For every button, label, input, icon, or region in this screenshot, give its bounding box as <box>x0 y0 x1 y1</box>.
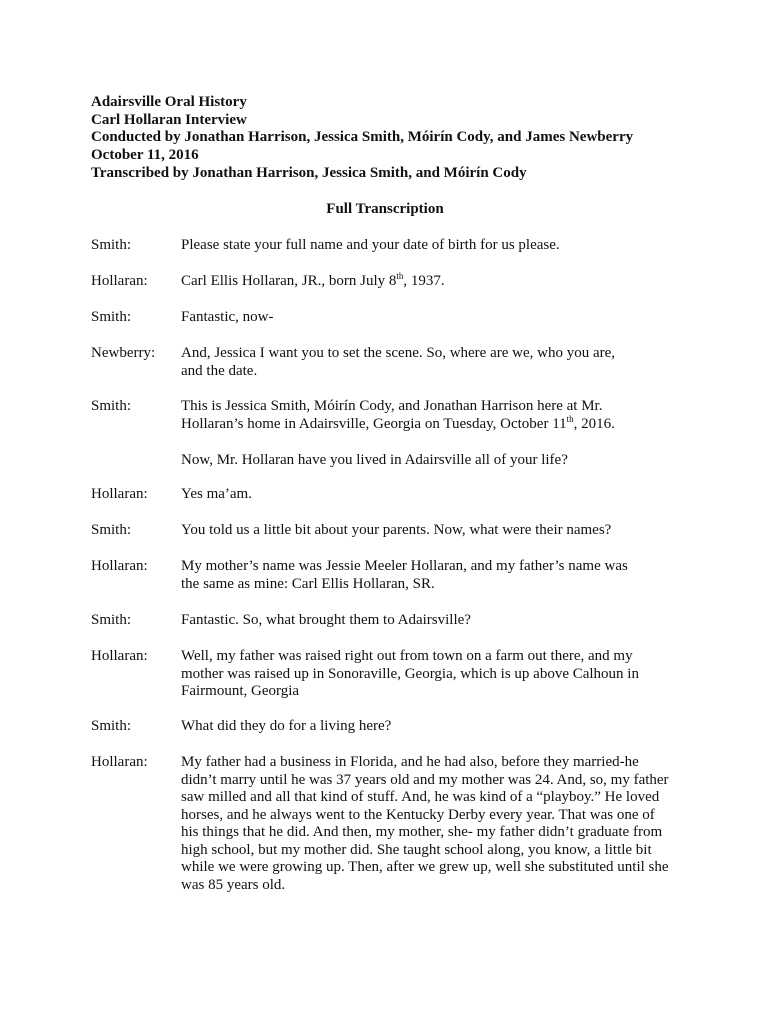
text-segment: Hollaran’s home in Adairsville, Georgia on Tuesday, October 11 <box>181 415 567 432</box>
text-line: Yes ma’am. <box>181 486 252 502</box>
entry-text <box>181 558 691 593</box>
entry-text <box>181 486 691 504</box>
speaker-label: Hollaran: <box>91 754 148 770</box>
entry-text <box>181 237 691 255</box>
text-segment: , 2016. <box>573 415 615 432</box>
section-title: Full Transcription <box>326 201 444 217</box>
entry-text <box>181 309 691 327</box>
entry-text <box>181 522 691 540</box>
entry-text <box>181 345 691 380</box>
speaker-label: Smith: <box>91 237 132 253</box>
text-line: Well, my father was raised right out from town on a farm out there, and my <box>181 648 633 664</box>
text-line: And, Jessica I want you to set the scene. So, where are we, who you are, <box>181 345 616 361</box>
ordinal-suffix: th <box>566 413 574 424</box>
text-line: didn’t marry until he was 37 years old and my mother was 24. And, so, my father <box>181 771 669 788</box>
ordinal-suffix: th <box>396 271 404 281</box>
text-line <box>181 413 691 434</box>
text-line: while we were growing up. Then, after we grew up, well she substituted until she <box>181 859 669 875</box>
header-interview: Carl Hollaran Interview <box>91 111 247 128</box>
text-line: Now, Mr. Hollaran have you lived in Adairsville all of your life? <box>181 452 568 468</box>
text-line: This is Jessica Smith, Móirín Cody, and Jonathan Harrison here at Mr. <box>181 398 603 414</box>
entry-text <box>181 273 691 291</box>
text-line: the same as mine: Carl Ellis Hollaran, SR. <box>181 575 435 592</box>
entry-text <box>181 452 691 470</box>
text-line: Fairmount, Georgia <box>181 683 300 699</box>
speaker-label: Hollaran: <box>91 648 148 664</box>
speaker-label: Hollaran: <box>91 273 148 289</box>
speaker-label: Smith: <box>91 398 132 414</box>
entry-text <box>181 754 691 894</box>
text-line: Fantastic. So, what brought them to Adairsville? <box>181 612 471 628</box>
text-line <box>181 273 691 291</box>
text-line: My father had a business in Florida, and he had also, before they married-he <box>181 754 639 770</box>
header-date: October 11, 2016 <box>91 147 199 164</box>
text-segment: Carl Ellis Hollaran, JR., born July 8 <box>181 273 397 289</box>
text-line: Fantastic, now- <box>181 309 274 325</box>
entry-text <box>181 718 691 736</box>
text-line: You told us a little bit about your parents. Now, what were their names? <box>181 522 612 538</box>
speaker-label: Hollaran: <box>91 486 148 502</box>
entry-text <box>181 612 691 630</box>
entry-text <box>181 398 691 433</box>
text-line: mother was raised up in Sonoraville, Georgia, which is up above Calhoun in <box>181 665 639 682</box>
text-line: saw milled and all that kind of stuff. And, he was kind of a “playboy.” He loved <box>181 789 660 805</box>
text-line: horses, and he always went to the Kentucky Derby every year. That was one of <box>181 806 655 823</box>
text-line: high school, but my mother did. She taught school along, you know, a little bit <box>181 841 652 858</box>
header-conducted-by: Conducted by Jonathan Harrison, Jessica Smith, Móirín Cody, and James Newberry <box>91 129 634 146</box>
text-segment: , 1937. <box>403 273 445 289</box>
speaker-label: Smith: <box>91 718 132 734</box>
text-line: What did they do for a living here? <box>181 718 392 734</box>
entry-text <box>181 648 691 701</box>
speaker-label: Smith: <box>91 309 132 325</box>
speaker-label: Newberry: <box>91 345 156 361</box>
text-line: was 85 years old. <box>181 876 286 893</box>
header-title: Adairsville Oral History <box>91 94 247 110</box>
speaker-label: Smith: <box>91 612 132 628</box>
document-header <box>91 94 633 183</box>
speaker-label: Smith: <box>91 522 132 538</box>
text-line: My mother’s name was Jessie Meeler Hollaran, and my father’s name was <box>181 558 628 574</box>
text-line: and the date. <box>181 362 258 379</box>
speaker-label: Hollaran: <box>91 558 148 574</box>
text-line: his things that he did. And then, my mother, she- my father didn’t graduate from <box>181 824 663 840</box>
header-transcribed-by: Transcribed by Jonathan Harrison, Jessica Smith, and Móirín Cody <box>91 164 527 181</box>
text-line: Please state your full name and your date of birth for us please. <box>181 237 560 253</box>
